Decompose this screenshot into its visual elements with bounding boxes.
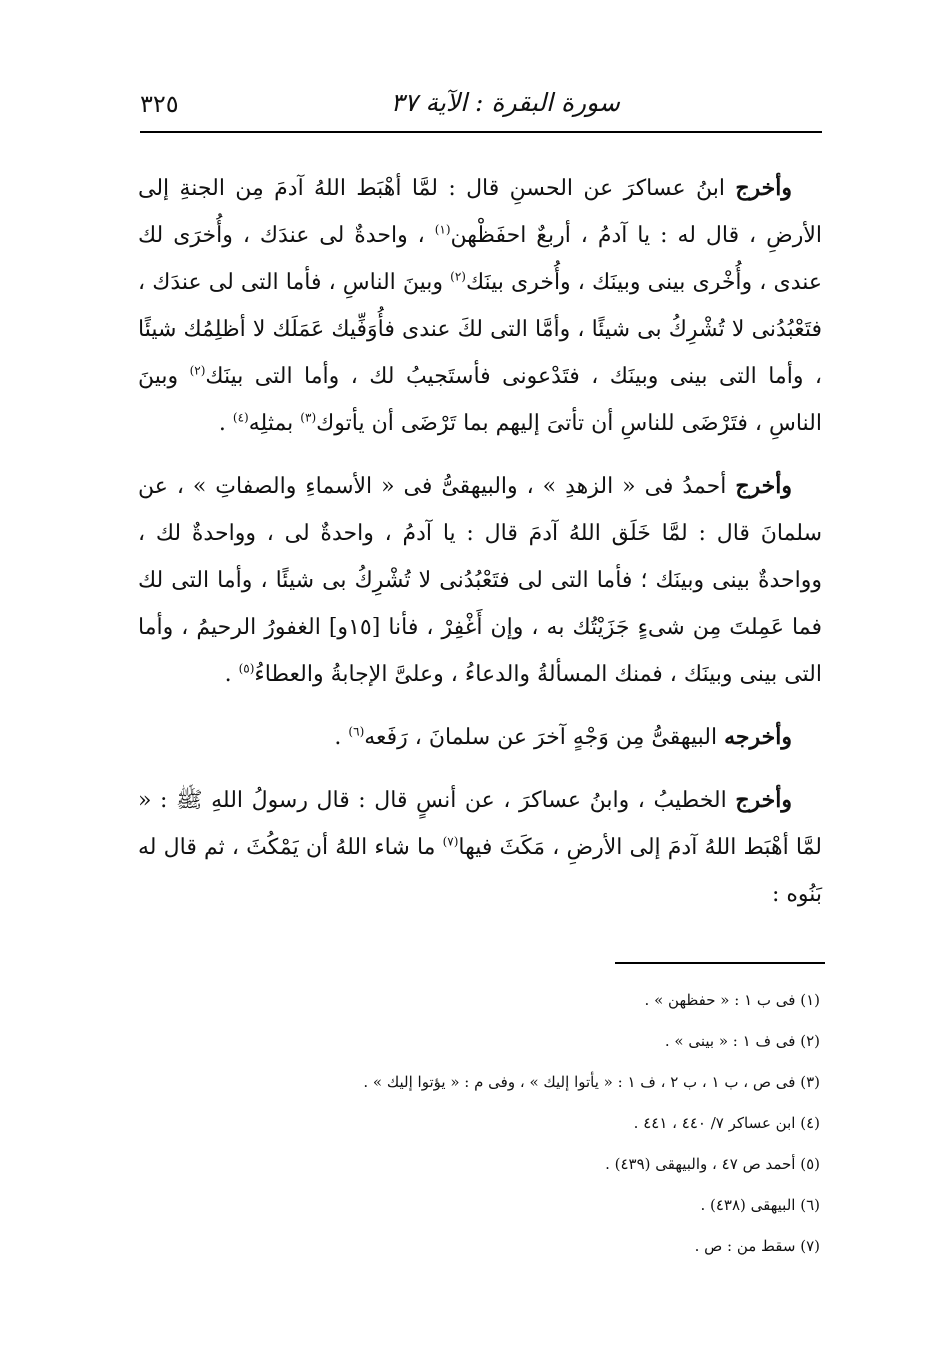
- footnotes: [140, 980, 820, 1267]
- paragraph-text: الخطيبُ ، وابنُ عساكرَ ، عن أنسٍ قال : قال رسولُ اللهِ ﷺ : « لمَّا أهْبَط اللهُ آدمَ إلى الأرضِ ، مَكَثَ فيها: [138, 788, 822, 860]
- paragraph-text: وبينَ الناسِ ، فتَرْضَى للناسِ أن تأتىَ إليهم بما تَرْضَى أن يأتوك: [138, 364, 822, 436]
- footnote-marker: (٢): [189, 363, 206, 378]
- paragraph-text: أحمدُ فى « الزهدِ » ، والبيهقىُّ فى « الأسماءِ والصفاتِ » ، عن سلمانَ قال : لمَّا خَلَق اللهُ آدمَ قال : يا آدمُ ، واحدةٌ لى ، وواحدةٌ لك ، وواحدةٌ بينى وبينَك ؛ فأما التى لى فتَعْبُدُنى لا تُشْرِكُ بى شيئًا ، وأما التى لك فما عَمِلتَ مِن شىءٍ جَزَيْتُك به ، وإن أَغْفِرْ ، فأنا [١٥و] الغفورُ الرحيمُ ، وأما التى بينى وبينَك ، فمنك المسألةُ والدعاءُ ، وعلىَّ الإجابةُ والعطاءُ: [138, 474, 822, 687]
- footnote-marker: (٧): [442, 834, 459, 849]
- footnote-marker: (٦): [348, 724, 365, 739]
- paragraph: [138, 777, 822, 918]
- footnote: (٧) سقط من : ص .: [694, 1237, 820, 1255]
- footnote-marker: (٤): [232, 410, 249, 425]
- footnote: (٤) ابن عساكر ٧/ ٤٤٠ ، ٤٤١ .: [633, 1114, 820, 1132]
- paragraph-text: بمثلِه: [248, 411, 301, 436]
- paragraph-lead-word: وأخرج: [735, 473, 792, 499]
- paragraph-text: البيهقىُّ مِن وَجْهٍ آخرَ عن سلمانَ ، رَفَعه: [364, 725, 725, 750]
- footnote: (٣) فى ص ، ب ١ ، ب ٢ ، ف ١ : « يأتوا إليك » ، وفى م : « يؤتوا إليك » .: [363, 1073, 820, 1091]
- paragraph-text: .: [334, 725, 349, 750]
- paragraph-text: ما شاء اللهُ أن يَمْكُثَ ، ثم قال له بَنُوه :: [138, 835, 822, 907]
- page-number: ٣٢٥: [140, 90, 179, 118]
- body-text: [138, 165, 822, 918]
- footnote-marker: (١): [434, 222, 451, 237]
- paragraph-lead-word: وأخرج: [735, 787, 792, 813]
- footnote: (٥) أحمد ص ٤٧ ، والبيهقى (٤٣٩) .: [605, 1155, 820, 1173]
- footnote-marker: (٢): [450, 269, 466, 284]
- footnote: (١) فى ب ١ : « حفظهن » .: [644, 991, 820, 1009]
- paragraph-text: ابنُ عساكرَ عن الحسنِ قال : لمَّا أهْبَط اللهُ آدمَ مِن الجنةِ إلى الأرضِ ، قال له : يا آدمُ ، أربعٌ احفَظْهن: [138, 176, 822, 248]
- paragraph-lead-word: وأخرجه: [724, 724, 792, 750]
- paragraph-text: وبينَ الناسِ ، فأما التى لى عندَك ، فتَعْبُدُنى لا تُشْرِكُ بى شيئًا ، وأمَّا التى لكَ عندى فأُوَفِّيك عَمَلَك لا أظلِمُك شيئًا ، وأما التى بينى وبينَك ، فتَدْعونى فأستَجيبُ لك ، وأما التى بينَك: [138, 270, 822, 389]
- paragraph: [138, 463, 822, 698]
- page-title: سورة البقرة : الآية ٣٧: [390, 88, 620, 117]
- paragraph-text: .: [224, 662, 239, 687]
- footnote-marker: (٣): [300, 410, 317, 425]
- paragraph-text: .: [218, 411, 233, 436]
- header-rule: [140, 131, 822, 133]
- footnote-rule: [615, 962, 825, 964]
- paragraph: [138, 714, 822, 761]
- paragraph-lead-word: وأخرج: [735, 175, 792, 201]
- paragraph-text: ، واحدةٌ لى عندَك ، وأُخرَى لك عندى ، وأُخْرى بينى وبينَك ، وأُخرى بينَك: [138, 223, 823, 295]
- running-header: [140, 88, 820, 134]
- paragraph: [138, 165, 822, 447]
- footnote: (٢) فى ف ١ : « بينى » .: [664, 1032, 820, 1050]
- footnote: (٦) البيهقى (٤٣٨) .: [700, 1196, 820, 1214]
- footnote-marker: (٥): [238, 661, 255, 676]
